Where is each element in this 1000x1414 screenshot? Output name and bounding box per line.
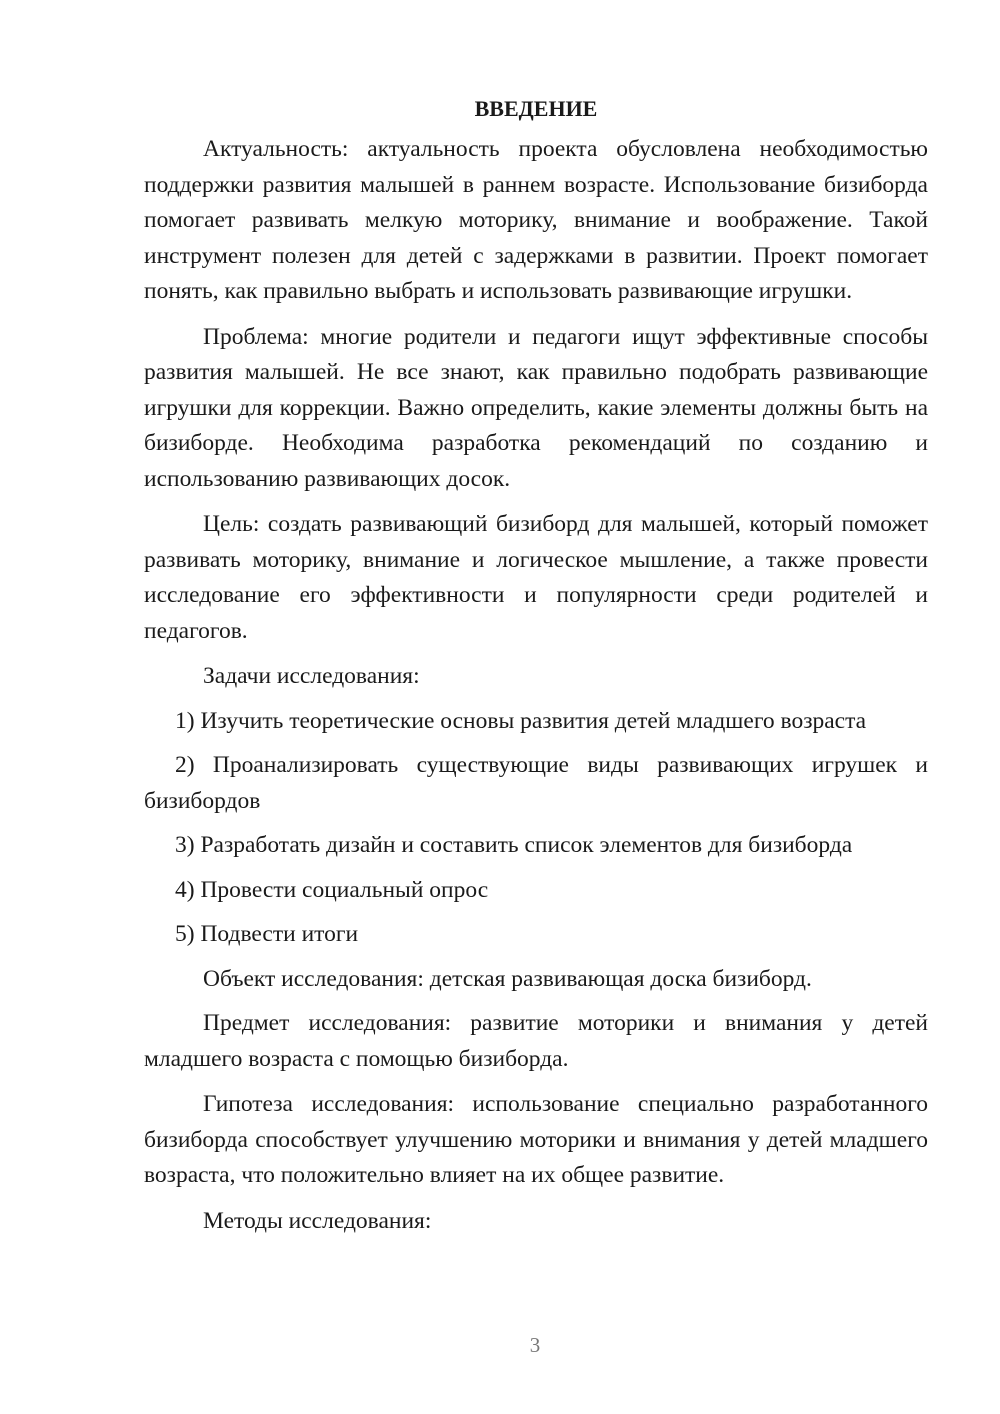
paragraph-goal: Цель: создать развивающий бизиборд для малышей, который поможет развивать моторику, внимание и логическое мышление, а также провести исследование его эффективности и популярности среди родителей и педагогов. (144, 511, 928, 644)
task-item-3: 3) Разработать дизайн и составить список элементов для бизиборда (175, 832, 853, 858)
paragraph-hypothesis: Гипотеза исследования: использование специально разработанного бизиборда способствует улучшению моторики и внимания у детей младшего возраста, что положительно влияет на их общее развитие. (144, 1091, 928, 1188)
page-number: 3 (529, 1333, 541, 1357)
page-body (144, 94, 928, 1248)
paragraph-problem: Проблема: многие родители и педагоги ищут эффективные способы развития малышей. Не все знают, как правильно подобрать развивающие игрушки для коррекции. Важно определить, какие элементы должны быть на бизиборде. Необходима разработка рекомендаций по созданию и использованию развивающих досок. (144, 323, 928, 492)
paragraph-relevance: Актуальность: актуальность проекта обусловлена необходимостью поддержки развития малышей в раннем возрасте. Использование бизиборда помогает развивать мелкую моторику, внимание и воображение. Такой инструмент полезен для детей с задержками в развитии. Проект помогает понять, как правильно выбрать и использовать развивающие игрушки. (144, 136, 928, 304)
methods-heading: Методы исследования: (203, 1207, 432, 1234)
paragraph-object: Объект исследования: детская развивающая доска бизиборд. (203, 965, 812, 992)
task-item-5: 5) Подвести итоги (175, 921, 359, 947)
paragraph-subject: Предмет исследования: развитие моторики и внимания у детей младшего возраста с помощью бизиборда. (144, 1010, 928, 1072)
section-title: ВВЕДЕНИЕ (474, 96, 598, 121)
task-item-4: 4) Провести социальный опрос (175, 876, 489, 903)
task-item-1: 1) Изучить теоретические основы развития детей младшего возраста (175, 707, 867, 734)
tasks-heading: Задачи исследования: (203, 663, 420, 689)
task-item-2: 2) Проанализировать существующие виды развивающих игрушек и бизибордов (144, 752, 928, 814)
